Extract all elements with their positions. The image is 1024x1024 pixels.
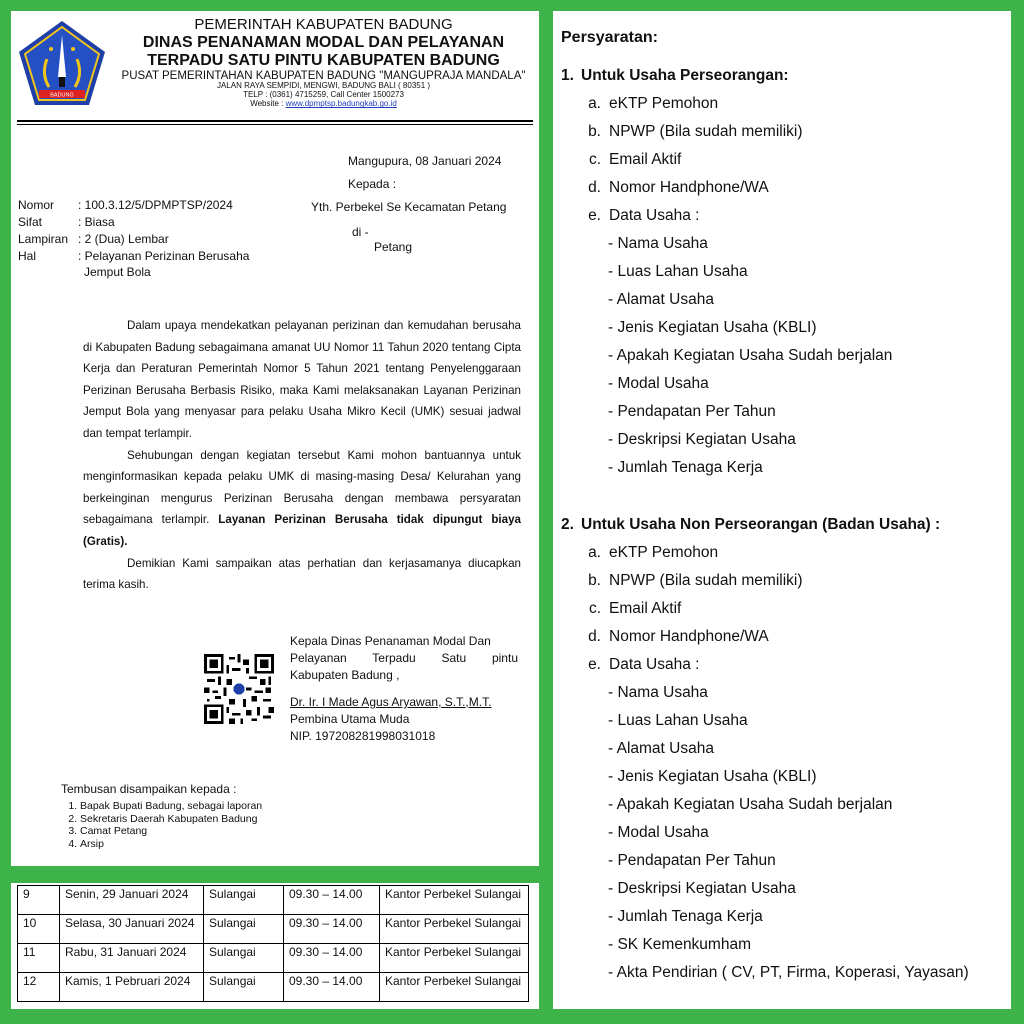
table-row: 9 Senin, 29 Januari 2024 Sulangai 09.30 – 14.00 Kantor Perbekel Sulangai [18,886,529,915]
carbon-copy-title: Tembusan disampaikan kepada : [61,782,237,796]
letterhead-address: JALAN RAYA SEMPIDI, MENGWI, BADUNG BALI ( 80351 ) [216,81,431,91]
carbon-copy [61,783,262,850]
letterhead-website: Website : www.dpmptsp.badungkab.go.id [250,99,397,109]
badung-logo [17,19,107,109]
requirements-panel: Persyaratan: 1. Untuk Usaha Perseorangan: a. eKTP Pemohon b. NPWP (Bila sudah memiliki) c. Email Aktif d. Nomor Handphone/WA e. Data Usaha : - Nama Usaha - Luas Lahan Usaha - Alamat Usaha - Jenis Kegiatan Usaha (KBLI) - Apakah Kegiatan Usaha Sudah berjalan - Modal Usaha - Pendapatan Per Tahun - Deskripsi Kegiatan Usaha - Jumlah Tenaga Kerja 2. Untuk Usaha Non Perseorangan (Badan Usaha) : a. eKTP Pemohon b. NPWP (Bila sudah memiliki) c. Email Aktif d. Nomor Handphone/WA e. Data Usaha : - Nama Usaha - Luas Lahan Usaha - Alamat Usaha - Jenis Kegiatan Usaha (KBLI) - Apakah Kegiatan Usaha Sudah berjalan - Modal Usaha - Pendapatan Per Tahun - Deskripsi Kegiatan Usaha - Jumlah Tenaga Kerja - SK Kemenkumham - Akta Pendirian ( CV, PT, Firma, Koperasi, Yayasan) [553,11,1011,1009]
paragraph-2: Sehubungan dengan kegiatan tersebut Kami mohon bantuannya untuk menginformasikan kepada pelaku UMK di masing-masing Desa/ Kelurahan yang berkeinginan mengurus Perizinan Berusaha dengan membawa persyaratan sebagaimana terlampir. Layanan Perizinan Berusaha tidak dipungut biaya (Gratis). [83,448,521,548]
paragraph-1: Dalam upaya mendekatkan pelayanan perizinan dan kemudahan berusaha di Kabupaten Badung sebagaimana amanat UU Nomor 11 Tahun 2020 tentang Cipta Kerja dan Peraturan Pemerintah Nomor 5 Tahun 2021 tentang Penyelenggaraan Perizinan Berusaha Berbasis Risiko, maka Kami melaksanakan Layanan Perizinan Jemput Bola yang menyasar para pelaku Usaha Mikro Kecil (UMK) sesuai jadwal dan tempat terlampir. [83,319,521,440]
table-row: 10 Selasa, 30 Januari 2024 Sulangai 09.30 – 14.00 Kantor Perbekel Sulangai [18,915,529,944]
signature-block [290,633,518,745]
letterhead-line3: TERPADU SATU PINTU KABUPATEN BADUNG [147,51,500,69]
data-item: - Alamat Usaha [608,291,714,308]
data-item: - Akta Pendirian ( CV, PT, Firma, Koperasi, Yayasan) [608,964,969,981]
letter-date: Mangupura, 08 Januari 2024 [348,154,502,168]
signatory-name: Dr. Ir. I Made Agus Aryawan, S.T.,M.T. [290,695,492,709]
carbon-copy-item: 4. Arsip [80,838,262,851]
letter-di: di - [352,225,369,239]
header-rule-thin [17,124,533,125]
section-1-heading: 1. Untuk Usaha Perseorangan: [561,67,789,84]
data-item: - Alamat Usaha [608,740,714,757]
data-item: - Jenis Kegiatan Usaha (KBLI) [608,319,817,336]
data-item: - Jenis Kegiatan Usaha (KBLI) [608,768,817,785]
letterhead-line2: DINAS PENANAMAN MODAL DAN PELAYANAN [142,33,505,51]
requirements-title: Persyaratan: [561,29,658,46]
data-item: - Modal Usaha [608,824,709,841]
letter-body [83,315,521,596]
data-item: - Nama Usaha [608,684,708,701]
letter-place: Petang [374,240,413,254]
data-item: - Pendapatan Per Tahun [608,852,776,869]
table-row: 11 Rabu, 31 Januari 2024 Sulangai 09.30 – 14.00 Kantor Perbekel Sulangai [18,944,529,973]
signatory-rank: Pembina Utama Muda [290,712,410,726]
data-item: - Pendapatan Per Tahun [608,403,776,420]
letter-recipient: Yth. Perbekel Se Kecamatan Petang [311,200,507,214]
paragraph-3: Demikian Kami sampaikan atas perhatian dan kerjasamanya diucapkan terima kasih. [83,556,521,592]
letter-kepada: Kepada : [348,177,397,191]
schedule-table [17,885,529,1002]
data-item: - Luas Lahan Usaha [608,263,748,280]
data-item: - Modal Usaha [608,375,709,392]
svg-text:BADUNG: BADUNG [50,92,74,99]
data-item: - Nama Usaha [608,235,708,252]
header-rule [17,120,533,122]
data-item: - Jumlah Tenaga Kerja [608,459,763,476]
signatory-title-1: Kepala Dinas Penanaman Modal Dan [290,634,491,648]
data-item: - Apakah Kegiatan Usaha Sudah berjalan [608,347,893,364]
data-item: - SK Kemenkumham [608,936,751,953]
data-item: - Apakah Kegiatan Usaha Sudah berjalan [608,796,893,813]
carbon-copy-item: 1. Bapak Bupati Badung, sebagai laporan [80,800,262,813]
letterhead-line4: PUSAT PEMERINTAHAN KABUPATEN BADUNG "MANGUPRAJA MANDALA" [121,69,526,82]
schedule-table-panel [11,883,539,1009]
carbon-copy-item: 3. Camat Petang [80,825,262,838]
letterhead-phone: TELP : (0361) 4715259, Call Center 1500273 [243,90,404,100]
letter-document: BADUNG PEMERINTAH KABUPATEN BADUNG DINAS PENANAMAN MODAL DAN PELAYANAN TERPADU SATU PINTU KABUPATEN BADUNG PUSAT PEMERINTAHAN KABUPATEN BADUNG "MANGUPRAJA MANDALA" JALAN RAYA SEMPIDI, MENGWI, BADUNG BALI ( 80351 ) TELP : (0361) 4715259, Call Center 1500273 Website : www.dpmptsp.badungkab.go.id Mangupura, 08 Januari 2024 Kepada : Yth. Perbekel Se Kecamatan Petang di - Petang Nomor : 100.3.12/5/DPMPTSP/2024 Sifat : Biasa Lampiran : 2 (Dua) Lembar Hal : Pelayanan Perizinan Berusaha Jemput Bola Dalam upaya mendekatkan pelayanan perizinan dan kemudahan berusaha di Kabupaten Badung sebagaimana amanat UU Nomor 11 Tahun 2020 tentang Cipta Kerja dan Peraturan Pemerintah Nomor 5 Tahun 2021 tentang Penyelenggaraan Perizinan Berusaha Berbasis Risiko, maka Kami melaksanakan Layanan Perizinan Jemput Bola yang menyasar para pelaku Usaha Mikro Kecil (UMK) sesuai jadwal dan tempat terlampir. Sehubungan dengan kegiatan tersebut Kami mohon bantuannya untuk menginformasikan kepada pelaku UMK di masing-masing Desa/ Kelurahan yang berkeinginan mengurus Perizinan Berusaha dengan membawa persyaratan sebagaimana terlampir. Layanan Perizinan Berusaha tidak dipungut biaya (Gratis). Demikian Kami sampaikan atas perhatian dan kerjasamanya diucapkan terima kasih. Kepala Dinas Penanaman Modal Dan Pelayanan Terpadu Satu pintu Kabupaten Badung , Dr. Ir. I Made Agus Aryawan, S.T.,M.T. Pembina Utama Muda NIP. 197208281998031018 Tembusan disampaikan kepada : 1. Bapak Bupati Badung, sebagai laporan 2. Sekretaris Daerah Kabupaten Badung 3. Camat Petang 4. Arsip [11,11,539,866]
data-item: - Deskripsi Kegiatan Usaha [608,880,796,897]
signatory-title-2: Pelayanan Terpadu Satu pintu [290,651,518,665]
letterhead [111,17,536,109]
table-row: 12 Kamis, 1 Pebruari 2024 Sulangai 09.30 – 14.00 Kantor Perbekel Sulangai [18,973,529,1002]
carbon-copy-item: 2. Sekretaris Daerah Kabupaten Badung [80,813,262,826]
website-link[interactable]: www.dpmptsp.badungkab.go.id [285,99,397,109]
letterhead-line1: PEMERINTAH KABUPATEN BADUNG [194,16,453,33]
signatory-nip: NIP. 197208281998031018 [290,729,436,743]
data-item: - Jumlah Tenaga Kerja [608,908,763,925]
signatory-title-3: Kabupaten Badung , [290,668,400,682]
data-item: - Luas Lahan Usaha [608,712,748,729]
data-item: - Deskripsi Kegiatan Usaha [608,431,796,448]
qr-code [204,654,274,724]
section-2-heading: 2. Untuk Usaha Non Perseorangan (Badan Usaha) : [561,516,941,533]
